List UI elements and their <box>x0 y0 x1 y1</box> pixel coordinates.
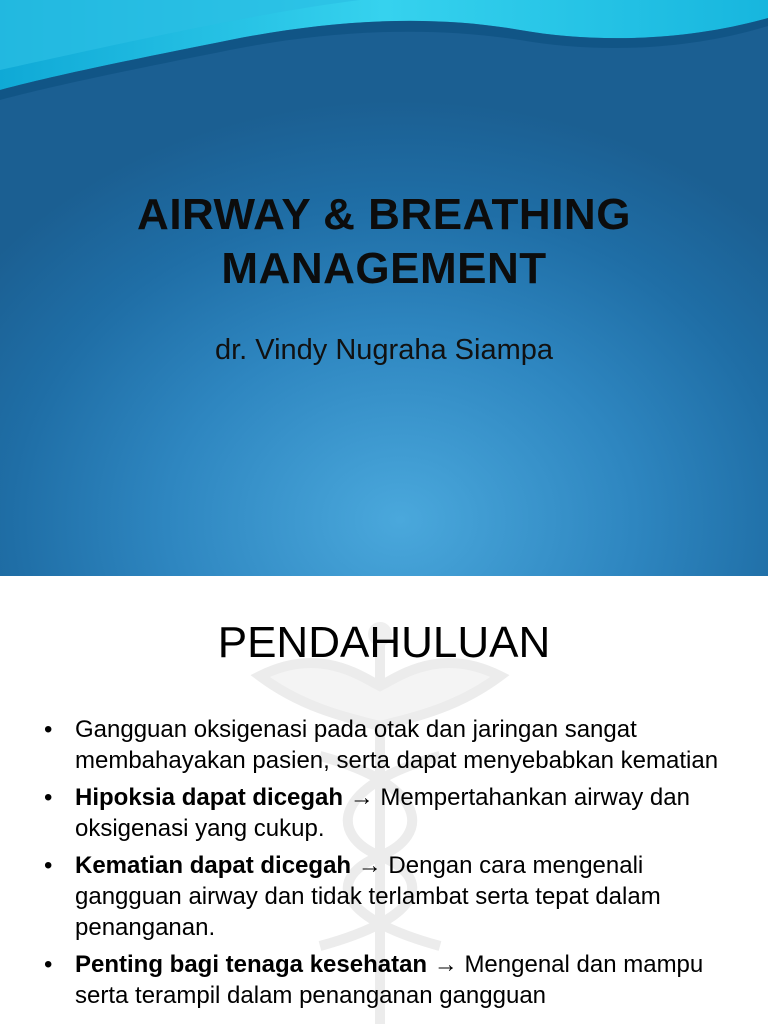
list-item <box>44 850 744 943</box>
bullet-glyph: • <box>44 951 53 978</box>
list-item <box>44 714 744 776</box>
wave-decoration <box>0 0 768 110</box>
title-line-2: MANAGEMENT <box>221 244 547 293</box>
bullet-bold-text: Hipoksia dapat dicegah <box>75 784 344 811</box>
slide-title <box>0 188 768 296</box>
bullet-glyph: • <box>44 716 53 743</box>
bullet-text: Mengenal dan mampu serta terampil dalam penanganan gangguan <box>75 951 704 1009</box>
arrow-icon: → <box>427 951 465 978</box>
bullet-glyph: • <box>44 784 53 811</box>
bullet-text: Mempertahankan airway dan oksigenasi yang cukup. <box>75 784 690 842</box>
bullet-list <box>44 714 744 1017</box>
bullet-bold-text: Penting bagi tenaga kesehatan <box>75 951 428 978</box>
slide-heading: PENDAHULUAN <box>217 618 551 667</box>
bullet-text: Gangguan oksigenasi pada otak dan jaringan sangat membahayakan pasien, serta dapat menyebabkan kematian <box>75 716 719 774</box>
bullet-text: Dengan cara mengenali gangguan airway dan tidak terlambat serta tepat dalam penanganan. <box>75 852 661 941</box>
author-subtitle: dr. Vindy Nugraha Siampa <box>214 334 553 366</box>
list-item <box>44 782 744 844</box>
arrow-icon: → <box>351 852 389 879</box>
arrow-icon: → <box>343 784 381 811</box>
list-item <box>44 949 744 1011</box>
bullet-glyph: • <box>44 852 53 879</box>
title-line-1: AIRWAY & BREATHING <box>137 190 631 239</box>
content-slide <box>0 576 768 1024</box>
bullet-bold-text: Kematian dapat dicegah <box>75 852 352 879</box>
